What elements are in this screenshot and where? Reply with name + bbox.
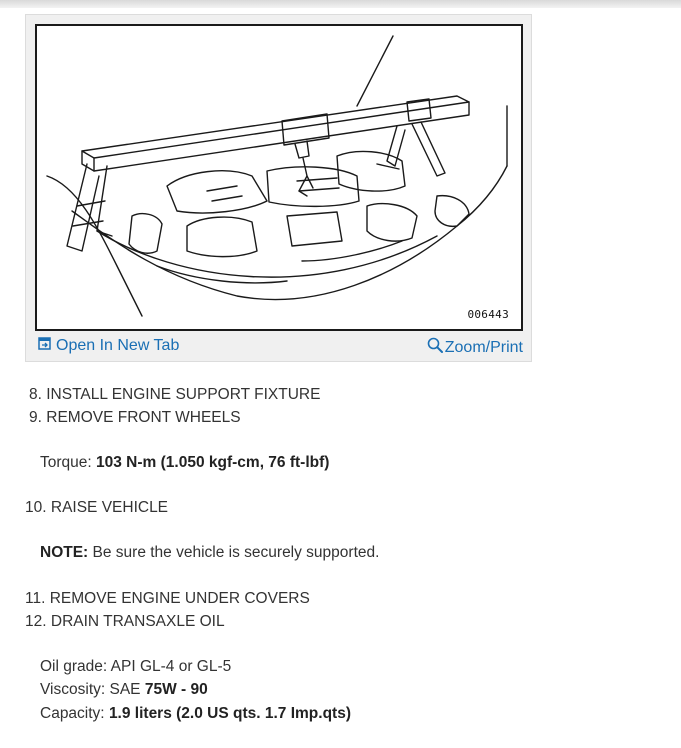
capacity-value: 1.9 liters (2.0 US qts. 1.7 Imp.qts) <box>108 705 351 722</box>
step-10: 10. RAISE VEHICLE <box>25 499 169 516</box>
viscosity-label: Viscosity: <box>40 681 106 698</box>
viscosity-line <box>40 681 208 699</box>
figure-code: 006443 <box>467 308 509 321</box>
note-label: NOTE: <box>40 544 89 561</box>
oil-grade-value: API GL-4 or GL-5 <box>110 658 232 675</box>
torque-line <box>40 454 329 472</box>
engine-bay-drawing <box>37 26 521 329</box>
torque-label: Torque: <box>40 454 92 471</box>
step-10-text: RAISE VEHICLE <box>50 499 169 516</box>
note-line <box>40 544 379 562</box>
oil-grade-line <box>40 658 231 676</box>
step-8-text: INSTALL ENGINE SUPPORT FIXTURE <box>46 386 321 403</box>
engine-support-fixture-illustration[interactable] <box>35 24 523 331</box>
magnifier-icon <box>427 337 443 358</box>
step-9: 9. REMOVE FRONT WHEELS <box>29 409 241 426</box>
zoom-print-label: Zoom/Print <box>444 338 523 356</box>
zoom-print-link[interactable] <box>427 337 523 358</box>
step-12: 12. DRAIN TRANSAXLE OIL <box>25 613 225 630</box>
top-bar <box>0 0 681 8</box>
step-12-text: DRAIN TRANSAXLE OIL <box>50 613 225 630</box>
viscosity-prefix: SAE <box>109 681 141 698</box>
note-text: Be sure the vehicle is securely supported. <box>92 544 380 561</box>
torque-value: 103 N-m (1.050 kgf-cm, 76 ft-lbf) <box>96 454 330 471</box>
step-9-text: REMOVE FRONT WHEELS <box>46 409 241 426</box>
step-11-text: REMOVE ENGINE UNDER COVERS <box>49 590 310 607</box>
open-in-new-tab-link[interactable] <box>38 337 179 355</box>
step-8: 8. INSTALL ENGINE SUPPORT FIXTURE <box>29 386 321 403</box>
open-new-tab-icon <box>38 337 51 355</box>
viscosity-value: 75W - 90 <box>144 681 208 698</box>
open-in-new-tab-label: Open In New Tab <box>56 337 180 354</box>
capacity-line <box>40 705 351 723</box>
oil-grade-label: Oil grade: <box>40 658 108 675</box>
capacity-label: Capacity: <box>40 705 105 722</box>
figure-card <box>25 14 532 362</box>
step-11: 11. REMOVE ENGINE UNDER COVERS <box>25 590 310 607</box>
